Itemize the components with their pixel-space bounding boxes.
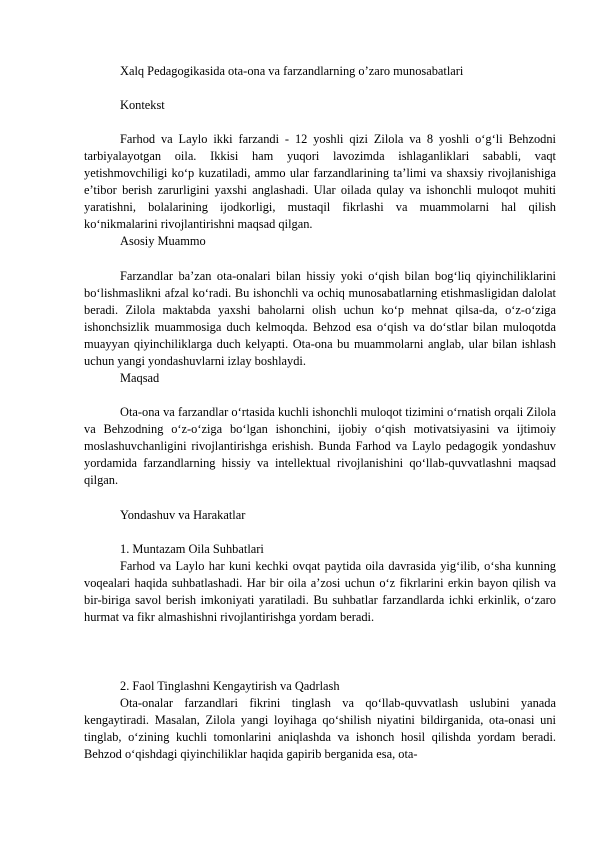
paragraph-item-1: Farhod va Laylo har kuni kechki ovqat paytida oila davrasida yig‘ilib, o‘sha kunning voqealari haqida suhbatlashadi. Har bir oila a’zosi uchun o‘z fikrlarini erkin bayon qilish va bir-biriga savol berish imkoniyati yaratiladi. Bu suhbatlar farzandlarda ichki erkinlik, o‘zaro hurmat va fikr almashishni rivojlantirishga yordam beradi. <box>84 559 556 624</box>
section-heading-problem: Asosiy Muammo <box>120 234 206 248</box>
paragraph-problem: Farzandlar ba’zan ota-onalari bilan hissiy yoki o‘qish bilan bog‘liq qiyinchiliklarini bo‘lishmaslikni afzal ko‘radi. Bu ishonchli va ochiq munosabatlarning etishmasligidan dalolat beradi. Zilola maktabda yaxshi baholarni olish uchun ko‘p mehnat qilsa-da, o‘z-o‘ziga ishonchsizlik muammosiga duch kelmoqda. Behzod esa o‘qish va do‘stlar bilan muloqotda muayyan qiyinchiliklarga duch kelyapti. Ota-ona bu muammolarni anglab, ular bilan ishlash uchun yangi yondashuvlarni izlay boshlaydi. <box>84 269 556 368</box>
paragraph-context: Farhod va Laylo ikki farzandi - 12 yoshli qizi Zilola va 8 yoshli o‘g‘li Behzodni tarbiyalayotgan oila. Ikkisi ham yuqori lavozimda ishlaganliklari sababli, vaqt yetishmovchiligi ko‘p kuzatiladi, ammo ular farzandlarining ta’limi va shaxsiy rivojlanishiga e’tibor berish zarurligini yaxshi anglashadi. Ular oilada qulay va ishonchli muloqot muhiti yaratishni, bolalarining ijodkorligi, mustaqil fikrlashi va muammolarni hal qilish ko‘nikmalarini rivojlantirishni maqsad qilgan. <box>84 132 556 231</box>
paragraph-item-2: Ota-onalar farzandlari fikrini tinglash va qo‘llab-quvvatlash uslubini yanada kengaytiradi. Masalan, Zilola yangi loyihaga qo‘shilish niyatini bildirganida, ota-onasi uni tinglab, o‘zining kuchli tomonlarini aniqlashda va ishonch hosil qilishda yordam beradi. Behzod o‘qishdagi qiyinchiliklar haqida gapirib berganida esa, ota- <box>84 696 556 761</box>
document-title: Xalq Pedagogikasida ota-ona va farzandlarning o’zaro munosabatlari <box>120 64 464 78</box>
item-heading-1: 1. Muntazam Oila Suhbatlari <box>120 542 264 556</box>
section-heading-context: Kontekst <box>120 98 165 112</box>
item-heading-2: 2. Faol Tinglashni Kengaytirish va Qadrlash <box>120 679 340 693</box>
paragraph-goal: Ota-ona va farzandlar o‘rtasida kuchli ishonchli muloqot tizimini o‘rnatish orqali Zilola va Behzodning o‘z-o‘ziga bo‘lgan ishonchini, ijobiy o‘qish motivatsiyasini va ijtimoiy moslashuvchanligini rivojlantirishga erishish. Bunda Farhod va Laylo pedagogik yondashuv yordamida farzandlarning hissiy va intellektual rivojlanishini qo‘llab-quvvatlashni maqsad qilgan. <box>84 405 556 487</box>
section-heading-goal: Maqsad <box>120 371 160 385</box>
section-heading-approach: Yondashuv va Harakatlar <box>120 508 246 522</box>
